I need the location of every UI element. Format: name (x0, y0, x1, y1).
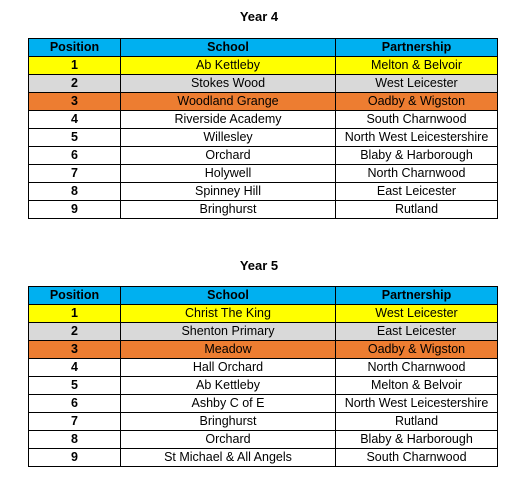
position-cell: 2 (29, 323, 121, 341)
partnership-cell: North Charnwood (336, 359, 498, 377)
school-cell: Shenton Primary (121, 323, 336, 341)
school-cell: Ab Kettleby (121, 377, 336, 395)
table-row (29, 129, 498, 147)
position-cell: 3 (29, 93, 121, 111)
school-cell: St Michael & All Angels (121, 449, 336, 467)
partnership-cell: Melton & Belvoir (336, 377, 498, 395)
position-cell: 9 (29, 449, 121, 467)
partnership-cell: Blaby & Harborough (336, 147, 498, 165)
table-row (29, 111, 498, 129)
position-cell: 5 (29, 129, 121, 147)
position-cell: 5 (29, 377, 121, 395)
school-cell: Riverside Academy (121, 111, 336, 129)
table-row (29, 449, 498, 467)
school-cell: Stokes Wood (121, 75, 336, 93)
school-cell: Hall Orchard (121, 359, 336, 377)
school-cell: Orchard (121, 431, 336, 449)
school-cell: Meadow (121, 341, 336, 359)
table-row (29, 305, 498, 323)
partnership-header: Partnership (336, 287, 498, 305)
school-cell: Bringhurst (121, 413, 336, 431)
table-row (29, 431, 498, 449)
year5-title: Year 5 (239, 258, 279, 273)
year4-table (28, 38, 498, 219)
table-row (29, 201, 498, 219)
year5-body (29, 305, 498, 467)
year5-header-row (29, 287, 498, 305)
year4-header-row (29, 39, 498, 57)
partnership-cell: South Charnwood (336, 449, 498, 467)
school-cell: Holywell (121, 165, 336, 183)
partnership-cell: East Leicester (336, 183, 498, 201)
school-cell: Christ The King (121, 305, 336, 323)
partnership-header: Partnership (336, 39, 498, 57)
position-cell: 4 (29, 111, 121, 129)
position-cell: 6 (29, 147, 121, 165)
table-row (29, 377, 498, 395)
position-cell: 1 (29, 57, 121, 75)
table-row (29, 341, 498, 359)
partnership-cell: Rutland (336, 201, 498, 219)
table-row (29, 165, 498, 183)
partnership-cell: Blaby & Harborough (336, 431, 498, 449)
partnership-cell: Rutland (336, 413, 498, 431)
position-cell: 8 (29, 431, 121, 449)
partnership-cell: Oadby & Wigston (336, 93, 498, 111)
partnership-cell: West Leicester (336, 75, 498, 93)
table-row (29, 183, 498, 201)
partnership-cell: Melton & Belvoir (336, 57, 498, 75)
year4-title: Year 4 (239, 9, 279, 24)
table-row (29, 359, 498, 377)
table-row (29, 413, 498, 431)
school-cell: Spinney Hill (121, 183, 336, 201)
partnership-cell: South Charnwood (336, 111, 498, 129)
school-cell: Orchard (121, 147, 336, 165)
position-header: Position (29, 39, 121, 57)
partnership-cell: East Leicester (336, 323, 498, 341)
school-cell: Bringhurst (121, 201, 336, 219)
partnership-cell: North Charnwood (336, 165, 498, 183)
position-cell: 9 (29, 201, 121, 219)
year5-table (28, 286, 498, 467)
position-cell: 1 (29, 305, 121, 323)
position-cell: 6 (29, 395, 121, 413)
table-row (29, 93, 498, 111)
school-header: School (121, 39, 336, 57)
position-cell: 4 (29, 359, 121, 377)
table-row (29, 75, 498, 93)
position-cell: 3 (29, 341, 121, 359)
table-row (29, 57, 498, 75)
school-cell: Ab Kettleby (121, 57, 336, 75)
partnership-cell: Oadby & Wigston (336, 341, 498, 359)
school-cell: Woodland Grange (121, 93, 336, 111)
school-cell: Willesley (121, 129, 336, 147)
partnership-cell: North West Leicestershire (336, 129, 498, 147)
table-row (29, 323, 498, 341)
position-cell: 2 (29, 75, 121, 93)
partnership-cell: North West Leicestershire (336, 395, 498, 413)
table-row (29, 395, 498, 413)
partnership-cell: West Leicester (336, 305, 498, 323)
school-header: School (121, 287, 336, 305)
position-cell: 8 (29, 183, 121, 201)
table-row (29, 147, 498, 165)
year4-body (29, 57, 498, 219)
position-cell: 7 (29, 413, 121, 431)
position-header: Position (29, 287, 121, 305)
position-cell: 7 (29, 165, 121, 183)
school-cell: Ashby C of E (121, 395, 336, 413)
